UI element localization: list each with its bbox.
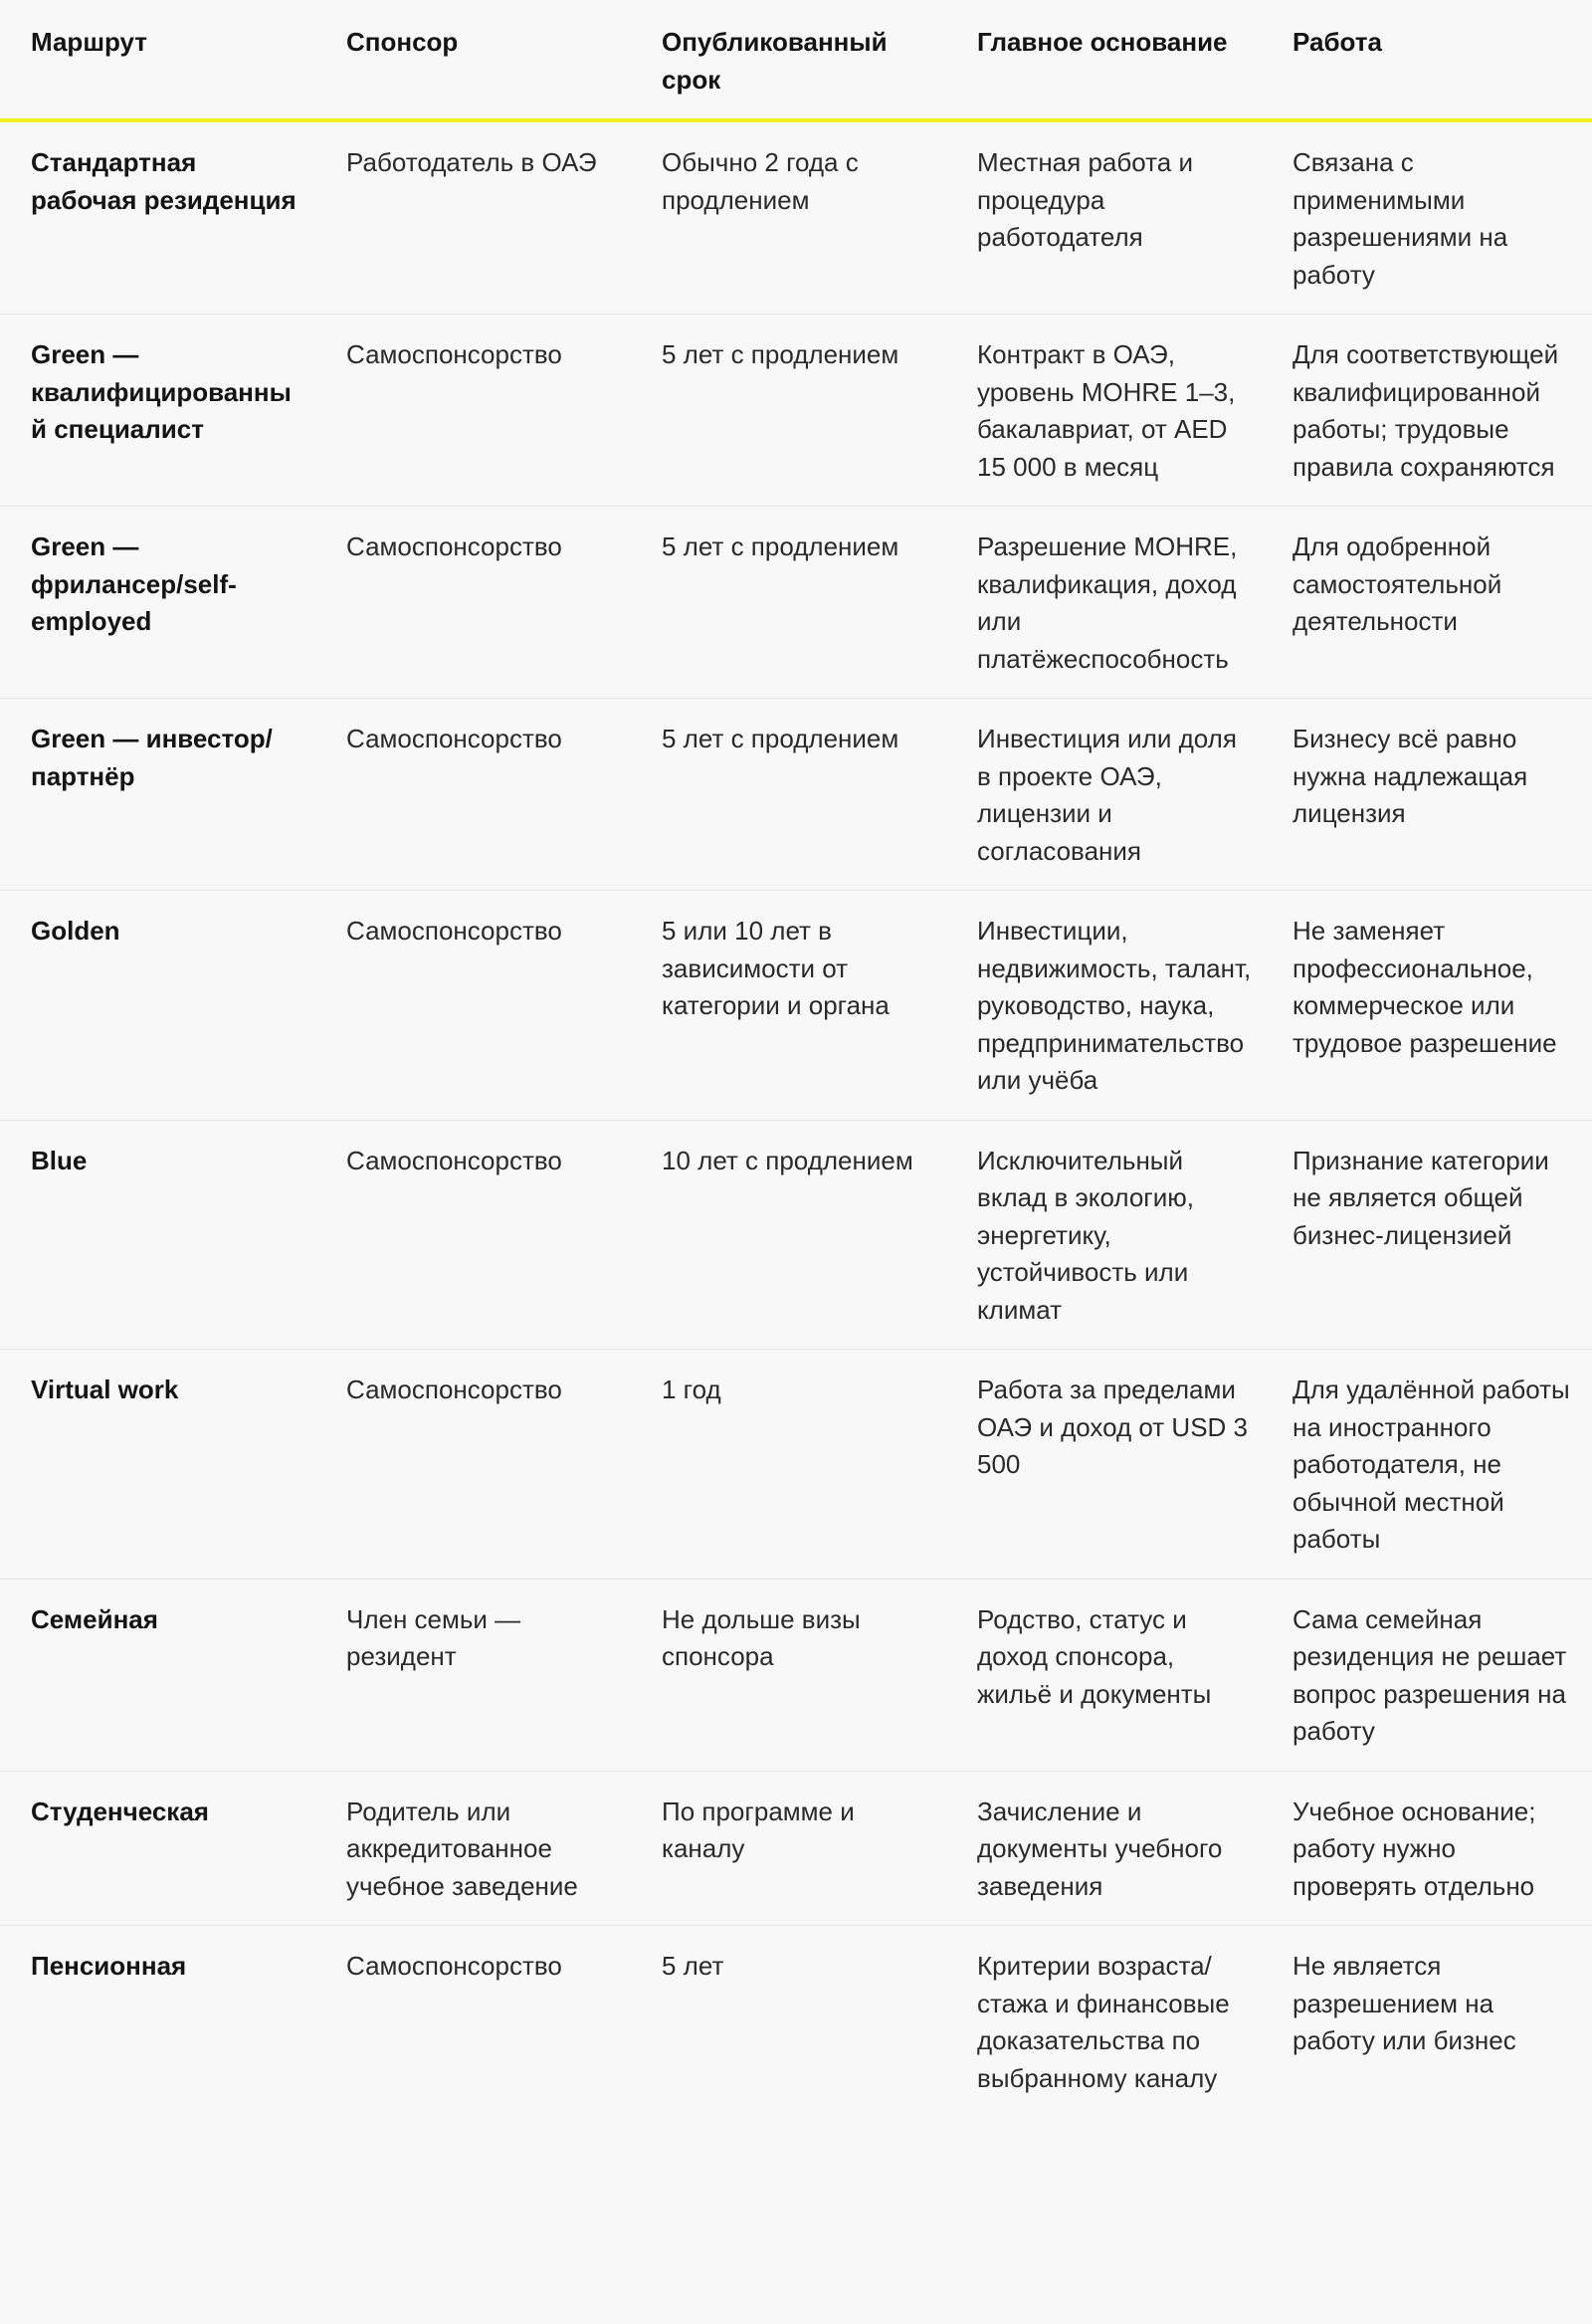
term-cell: 5 лет	[662, 1951, 724, 1981]
sponsor-cell: Самоспонсорство	[346, 1951, 562, 1981]
basis-cell: Зачисление и документы учебного заведения	[946, 1771, 1262, 1926]
route-cell: Пенсионная	[31, 1951, 187, 1981]
term-cell: По программе и каналу	[631, 1771, 946, 1926]
work-cell: Сама семейная резиденция не решает вопрос разрешения на работу	[1262, 1579, 1592, 1771]
basis-cell: Контракт в ОАЭ, уровень MOHRE 1–3, бакалавриат, от AED 15 000 в месяц	[946, 315, 1262, 507]
term-cell: Не дольше визы спонсора	[631, 1579, 946, 1771]
route-cell: Семейная	[0, 1579, 315, 1771]
header-work: Работа	[1262, 0, 1592, 120]
work-cell: Бизнесу всё равно нужна надлежащая лицензия	[1262, 699, 1592, 891]
header-row	[0, 0, 1592, 120]
basis-cell: Критерии возраста/стажа и финансовые доказательства по выбранному каналу	[977, 1951, 1230, 2093]
route-cell: Blue	[0, 1120, 315, 1350]
work-cell: Не является разрешением на работу или бизнес	[1293, 1951, 1516, 2055]
sponsor-cell: Самоспонсорство	[315, 507, 631, 699]
table-body	[0, 120, 1592, 2117]
table-row	[0, 315, 1592, 507]
table-row	[0, 699, 1592, 891]
route-cell: Golden	[0, 891, 315, 1121]
table-row	[0, 120, 1592, 315]
term-cell: 5 лет с продлением	[631, 699, 946, 891]
basis-cell: Исключительный вклад в экологию, энергетику, устойчивость или климат	[946, 1120, 1262, 1350]
table-row	[0, 891, 1592, 1121]
work-cell: Для удалённой работы на иностранного работодателя, не обычной местной работы	[1262, 1350, 1592, 1580]
route-cell: Green — квалифицированный специалист	[0, 315, 315, 507]
term-cell: 10 лет с продлением	[631, 1120, 946, 1350]
table-row	[0, 1350, 1592, 1580]
table-row	[0, 1771, 1592, 1926]
basis-cell: Инвестиция или доля в проекте ОАЭ, лицензии и согласования	[946, 699, 1262, 891]
basis-cell: Разрешение MOHRE, квалификация, доход или платёжеспособность	[946, 507, 1262, 699]
route-cell: Green — инвестор/партнёр	[0, 699, 315, 891]
term-cell: 5 или 10 лет в зависимости от категории и органа	[631, 891, 946, 1121]
table-row	[0, 1120, 1592, 1350]
basis-cell: Родство, статус и доход спонсора, жильё и документы	[946, 1579, 1262, 1771]
table-header	[0, 0, 1592, 120]
sponsor-cell: Самоспонсорство	[315, 315, 631, 507]
work-cell: Учебное основание; работу нужно проверять отдельно	[1262, 1771, 1592, 1926]
table-row	[0, 1579, 1592, 1771]
basis-cell: Местная работа и процедура работодателя	[946, 120, 1262, 315]
work-cell: Для одобренной самостоятельной деятельности	[1262, 507, 1592, 699]
sponsor-cell: Родитель или аккредитованное учебное заведение	[315, 1771, 631, 1926]
route-cell: Студенческая	[0, 1771, 315, 1926]
term-cell: 1 год	[631, 1350, 946, 1580]
route-cell: Green — фрилансер/self-employed	[0, 507, 315, 699]
work-cell: Для соответствующей квалифицированной работы; трудовые правила сохраняются	[1262, 315, 1592, 507]
table-row	[0, 1926, 1592, 2118]
header-term: Опубликованный срок	[631, 0, 946, 120]
basis-cell: Работа за пределами ОАЭ и доход от USD 3 500	[946, 1350, 1262, 1580]
header-sponsor: Спонсор	[315, 0, 631, 120]
term-cell: 5 лет с продлением	[631, 315, 946, 507]
sponsor-cell: Самоспонсорство	[315, 1350, 631, 1580]
route-cell: Virtual work	[0, 1350, 315, 1580]
term-cell: 5 лет с продлением	[631, 507, 946, 699]
sponsor-cell: Член семьи — резидент	[315, 1579, 631, 1771]
basis-cell: Инвестиции, недвижимость, талант, руководство, наука, предпринимательство или учёба	[946, 891, 1262, 1121]
sponsor-cell: Работодатель в ОАЭ	[315, 120, 631, 315]
header-route: Маршрут	[0, 0, 315, 120]
route-cell: Стандартная рабочая резиденция	[0, 120, 315, 315]
work-cell: Связана с применимыми разрешениями на работу	[1262, 120, 1592, 315]
term-cell: Обычно 2 года с продлением	[631, 120, 946, 315]
sponsor-cell: Самоспонсорство	[315, 891, 631, 1121]
table-row	[0, 507, 1592, 699]
header-basis: Главное основание	[946, 0, 1262, 120]
work-cell: Не заменяет профессиональное, коммерческое или трудовое разрешение	[1262, 891, 1592, 1121]
sponsor-cell: Самоспонсорство	[315, 1120, 631, 1350]
work-cell: Признание категории не является общей бизнес-лицензией	[1262, 1120, 1592, 1350]
sponsor-cell: Самоспонсорство	[315, 699, 631, 891]
